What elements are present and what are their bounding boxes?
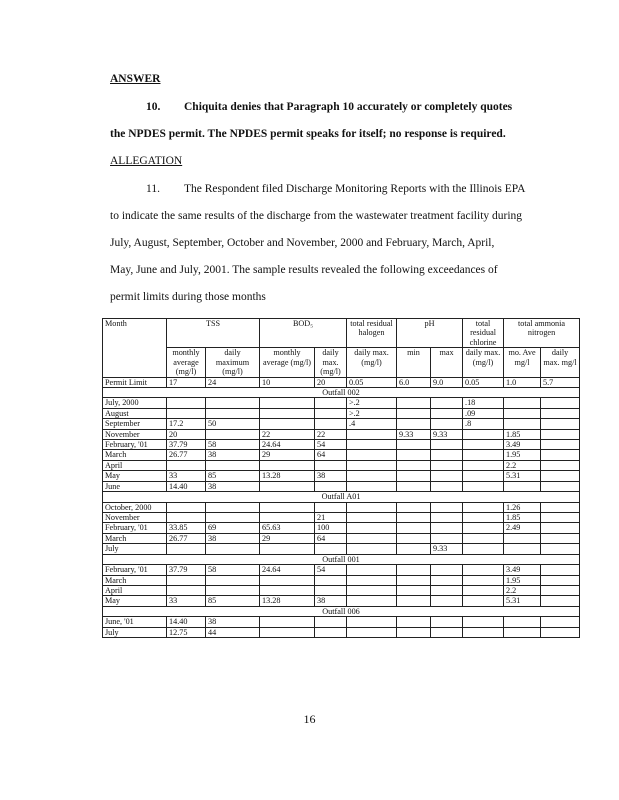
subheader-cell: daily max. mg/l [541,348,580,377]
table-cell [397,398,431,408]
subheader-cell: min [397,348,431,377]
table-cell [463,450,504,460]
table-row [103,596,580,606]
table-cell [260,585,315,595]
table-cell [541,575,580,585]
table-cell: 13.28 [260,471,315,481]
answer-text-line1: Chiquita denies that Paragraph 10 accurately or completely quotes [184,101,513,113]
table-cell: 14.40 [167,481,206,491]
table-cell [260,575,315,585]
table-row [103,471,580,481]
table-row [103,481,580,491]
table-row [103,533,580,543]
table-cell [167,398,206,408]
table-cell: 1.95 [504,575,541,585]
table-cell [431,513,463,523]
month-cell: May [103,596,167,606]
table-cell: 21 [315,513,347,523]
month-cell: April [103,585,167,595]
table-cell [397,502,431,512]
table-header-row [103,319,580,348]
table-row [103,627,580,637]
table-cell: 50 [206,419,260,429]
table-cell [397,513,431,523]
table-cell [347,513,397,523]
allegation-line: to indicate the same results of the discharge from the wastewater treatment facility during [110,210,523,222]
table-cell: .09 [463,408,504,418]
table-cell: 38 [315,596,347,606]
table-cell: 58 [206,565,260,575]
table-row [103,544,580,554]
month-cell: August [103,408,167,418]
table-cell [347,575,397,585]
table-cell [431,471,463,481]
table-cell [504,408,541,418]
table-cell [463,523,504,533]
table-cell [347,502,397,512]
table-cell: 33.85 [167,523,206,533]
table-cell [347,585,397,595]
month-cell: November [103,429,167,439]
table-cell [260,502,315,512]
table-row [103,408,580,418]
table-cell [167,460,206,470]
subheader-cell: daily maximum (mg/l) [206,348,260,377]
table-cell: 5.7 [541,377,580,387]
table-cell [463,585,504,595]
table-row [103,523,580,533]
table-cell [397,450,431,460]
table-cell [463,460,504,470]
table-cell: 26.77 [167,450,206,460]
table-cell [541,585,580,595]
table-cell: 20 [167,429,206,439]
table-cell [347,596,397,606]
table-cell [463,429,504,439]
allegation-line: July, August, September, October and November, 2000 and February, March, April, [110,237,495,249]
table-cell: 24.64 [260,565,315,575]
table-cell [397,523,431,533]
table-cell [347,429,397,439]
table-cell: 24.64 [260,440,315,450]
table-cell [347,471,397,481]
table-cell [397,440,431,450]
subheader-cell: max [431,348,463,377]
table-cell [541,450,580,460]
table-subheader-row [103,348,580,377]
table-cell: 0.05 [347,377,397,387]
table-row [103,419,580,429]
table-cell: 9.33 [397,429,431,439]
table-cell [541,617,580,627]
table-row [103,575,580,585]
outfall-title: Outfall 002 [103,387,580,397]
table-cell [541,533,580,543]
table-cell [167,408,206,418]
table-cell [347,523,397,533]
table-cell: 64 [315,450,347,460]
table-cell [397,617,431,627]
table-cell [541,523,580,533]
table-cell: 64 [315,533,347,543]
allegation-line: The Respondent filed Discharge Monitoring Reports with the Illinois EPA [184,183,526,195]
month-cell: March [103,450,167,460]
table-cell [431,575,463,585]
outfall-section-row [103,387,580,397]
month-cell: June [103,481,167,491]
table-cell [431,502,463,512]
table-cell [504,617,541,627]
table-cell: .18 [463,398,504,408]
month-cell: September [103,419,167,429]
table-cell: 65.63 [260,523,315,533]
subheader-cell: monthly average (mg/l) [260,348,315,377]
subheader-cell: daily max. (mg/l) [463,348,504,377]
table-cell [431,523,463,533]
table-cell [260,544,315,554]
table-cell: 100 [315,523,347,533]
table-row [103,585,580,595]
table-cell [463,533,504,543]
outfall-title: Outfall 006 [103,606,580,616]
table-cell [347,617,397,627]
month-cell: July [103,627,167,637]
table-cell: 54 [315,440,347,450]
table-cell: Permit Limit [103,377,167,387]
table-cell [541,481,580,491]
table-cell [463,565,504,575]
table-cell [397,533,431,543]
table-cell: 12.75 [167,627,206,637]
table-cell: 29 [260,533,315,543]
table-cell [431,565,463,575]
table-cell [347,627,397,637]
table-cell [315,419,347,429]
permit-limit-row [103,377,580,387]
table-cell [347,460,397,470]
table-cell [504,544,541,554]
subheader-cell: mo. Ave mg/l [504,348,541,377]
table-cell [463,627,504,637]
table-cell: 58 [206,440,260,450]
table-cell [315,575,347,585]
table-cell [431,617,463,627]
allegation-heading: ALLEGATION [110,155,183,167]
table-cell [504,398,541,408]
table-cell: 2.49 [504,523,541,533]
ammonia-header: total ammonia nitrogen [504,319,580,348]
table-cell [397,481,431,491]
ph-header: pH [397,319,463,348]
table-cell [463,596,504,606]
table-cell [431,460,463,470]
month-cell: February, '01 [103,565,167,575]
table-cell: 1.26 [504,502,541,512]
table-cell [431,533,463,543]
month-cell: February, '01 [103,523,167,533]
table-row [103,398,580,408]
table-cell: 26.77 [167,533,206,543]
table-cell [260,419,315,429]
table-cell [260,617,315,627]
table-cell [463,481,504,491]
table-cell [347,544,397,554]
table-cell [167,585,206,595]
table-cell: 5.31 [504,596,541,606]
table-cell: 85 [206,596,260,606]
subheader-cell: monthly average (mg/l) [167,348,206,377]
table-cell [206,513,260,523]
table-cell [463,544,504,554]
table-cell: 17.2 [167,419,206,429]
table-cell: 22 [260,429,315,439]
month-cell: November [103,513,167,523]
table-cell: 33 [167,596,206,606]
exceedances-table [102,318,580,638]
allegation-number: 11. [146,183,160,195]
table-row [103,617,580,627]
table-cell: 6.0 [397,377,431,387]
table-cell: 10 [260,377,315,387]
table-row [103,513,580,523]
table-cell [541,460,580,470]
month-cell: March [103,575,167,585]
table-cell: 9.33 [431,544,463,554]
table-cell: 1.95 [504,450,541,460]
month-cell: June, '01 [103,617,167,627]
table-cell: 85 [206,471,260,481]
table-cell: >.2 [347,398,397,408]
table-cell [397,544,431,554]
table-cell: 0.05 [463,377,504,387]
table-cell [260,398,315,408]
table-cell: 33 [167,471,206,481]
month-cell: October, 2000 [103,502,167,512]
table-cell [347,533,397,543]
table-cell: 22 [315,429,347,439]
table-cell: 37.79 [167,565,206,575]
answer-heading: ANSWER [110,73,161,85]
table-row [103,450,580,460]
table-cell [167,502,206,512]
page-number: 16 [303,712,316,726]
table-cell [431,585,463,595]
table-cell: 3.49 [504,565,541,575]
table-cell [504,481,541,491]
table-cell: 54 [315,565,347,575]
table-cell [541,440,580,450]
table-cell: >.2 [347,408,397,418]
table-cell [541,502,580,512]
table-cell: 5.31 [504,471,541,481]
subheader-cell: daily max. (mg/l) [347,348,397,377]
table-cell [167,513,206,523]
table-cell: 20 [315,377,347,387]
table-cell [397,419,431,429]
table-cell [541,398,580,408]
table-cell: 13.28 [260,596,315,606]
table-cell: 9.33 [431,429,463,439]
table-cell [397,565,431,575]
table-cell [431,408,463,418]
table-cell [260,481,315,491]
month-cell: May [103,471,167,481]
table-cell [541,544,580,554]
table-cell: 17 [167,377,206,387]
table-cell [315,502,347,512]
table-cell [431,627,463,637]
table-cell [397,575,431,585]
table-cell [397,627,431,637]
table-cell [541,471,580,481]
table-cell [397,471,431,481]
table-cell [541,627,580,637]
table-cell [463,513,504,523]
table-cell [431,419,463,429]
table-cell [397,460,431,470]
table-cell [347,565,397,575]
table-cell: 1.0 [504,377,541,387]
table-row [103,502,580,512]
outfall-section-row [103,492,580,502]
allegation-line: permit limits during those months [110,291,266,303]
table-cell [315,627,347,637]
table-cell [206,502,260,512]
table-cell [347,450,397,460]
outfall-section-row [103,606,580,616]
table-cell: 2.2 [504,460,541,470]
outfall-section-row [103,554,580,564]
table-cell: 1.85 [504,429,541,439]
table-cell [206,544,260,554]
table-cell [315,585,347,595]
table-cell [463,440,504,450]
table-cell [541,565,580,575]
outfall-title: Outfall 001 [103,554,580,564]
answer-text-line2: the NPDES permit. The NPDES permit speaks for itself; no response is required. [110,128,506,140]
outfall-title: Outfall A01 [103,492,580,502]
tss-header: TSS [167,319,260,348]
table-cell [315,544,347,554]
table-cell [206,398,260,408]
table-cell [206,575,260,585]
table-cell [315,481,347,491]
table-cell: 2.2 [504,585,541,595]
table-cell: 38 [206,481,260,491]
table-cell [206,408,260,418]
month-cell: February, '01 [103,440,167,450]
answer-number: 10. [146,101,161,113]
table-cell [206,429,260,439]
table-cell: 24 [206,377,260,387]
table-cell [463,502,504,512]
table-cell [541,596,580,606]
table-cell [541,408,580,418]
table-cell [347,440,397,450]
table-cell: 14.40 [167,617,206,627]
table-cell: .4 [347,419,397,429]
table-cell [541,419,580,429]
table-cell [167,544,206,554]
table-cell: 38 [206,617,260,627]
table-cell [463,471,504,481]
month-cell: July [103,544,167,554]
chlorine-header: total residual chlorine [463,319,504,348]
table-cell [206,585,260,595]
table-cell [431,450,463,460]
table-cell [541,429,580,439]
table-cell: 38 [315,471,347,481]
table-cell [463,575,504,585]
table-cell [397,585,431,595]
table-cell: 1.85 [504,513,541,523]
table-cell [315,408,347,418]
table-cell [260,513,315,523]
table-cell: 37.79 [167,440,206,450]
bod-header: BOD₅ [260,319,347,348]
table-cell [206,460,260,470]
table-row [103,429,580,439]
table-cell [260,627,315,637]
table-cell [260,460,315,470]
table-cell [260,408,315,418]
month-cell: March [103,533,167,543]
table-cell [504,533,541,543]
table-cell: 38 [206,533,260,543]
subheader-cell: daily max. (mg/l) [315,348,347,377]
table-cell [167,575,206,585]
table-cell [431,398,463,408]
table-cell [504,627,541,637]
table-cell: 3.49 [504,440,541,450]
allegation-line: May, June and July, 2001. The sample results revealed the following exceedances of [110,264,498,276]
table-cell [315,617,347,627]
table-row [103,440,580,450]
table-cell: 44 [206,627,260,637]
table-cell [431,481,463,491]
table-cell: .8 [463,419,504,429]
table-cell [431,596,463,606]
table-cell [347,481,397,491]
month-header: Month [103,319,167,378]
table-cell [315,460,347,470]
table-row [103,460,580,470]
table-cell: 9.0 [431,377,463,387]
table-row [103,565,580,575]
table-cell: 38 [206,450,260,460]
table-cell [541,513,580,523]
table-cell [315,398,347,408]
table-cell [431,440,463,450]
table-cell: 29 [260,450,315,460]
halogen-header: total residual halogen [347,319,397,348]
table-cell [397,408,431,418]
month-cell: July, 2000 [103,398,167,408]
table-cell [504,419,541,429]
month-cell: April [103,460,167,470]
table-cell: 69 [206,523,260,533]
table-cell [463,617,504,627]
table-cell [397,596,431,606]
